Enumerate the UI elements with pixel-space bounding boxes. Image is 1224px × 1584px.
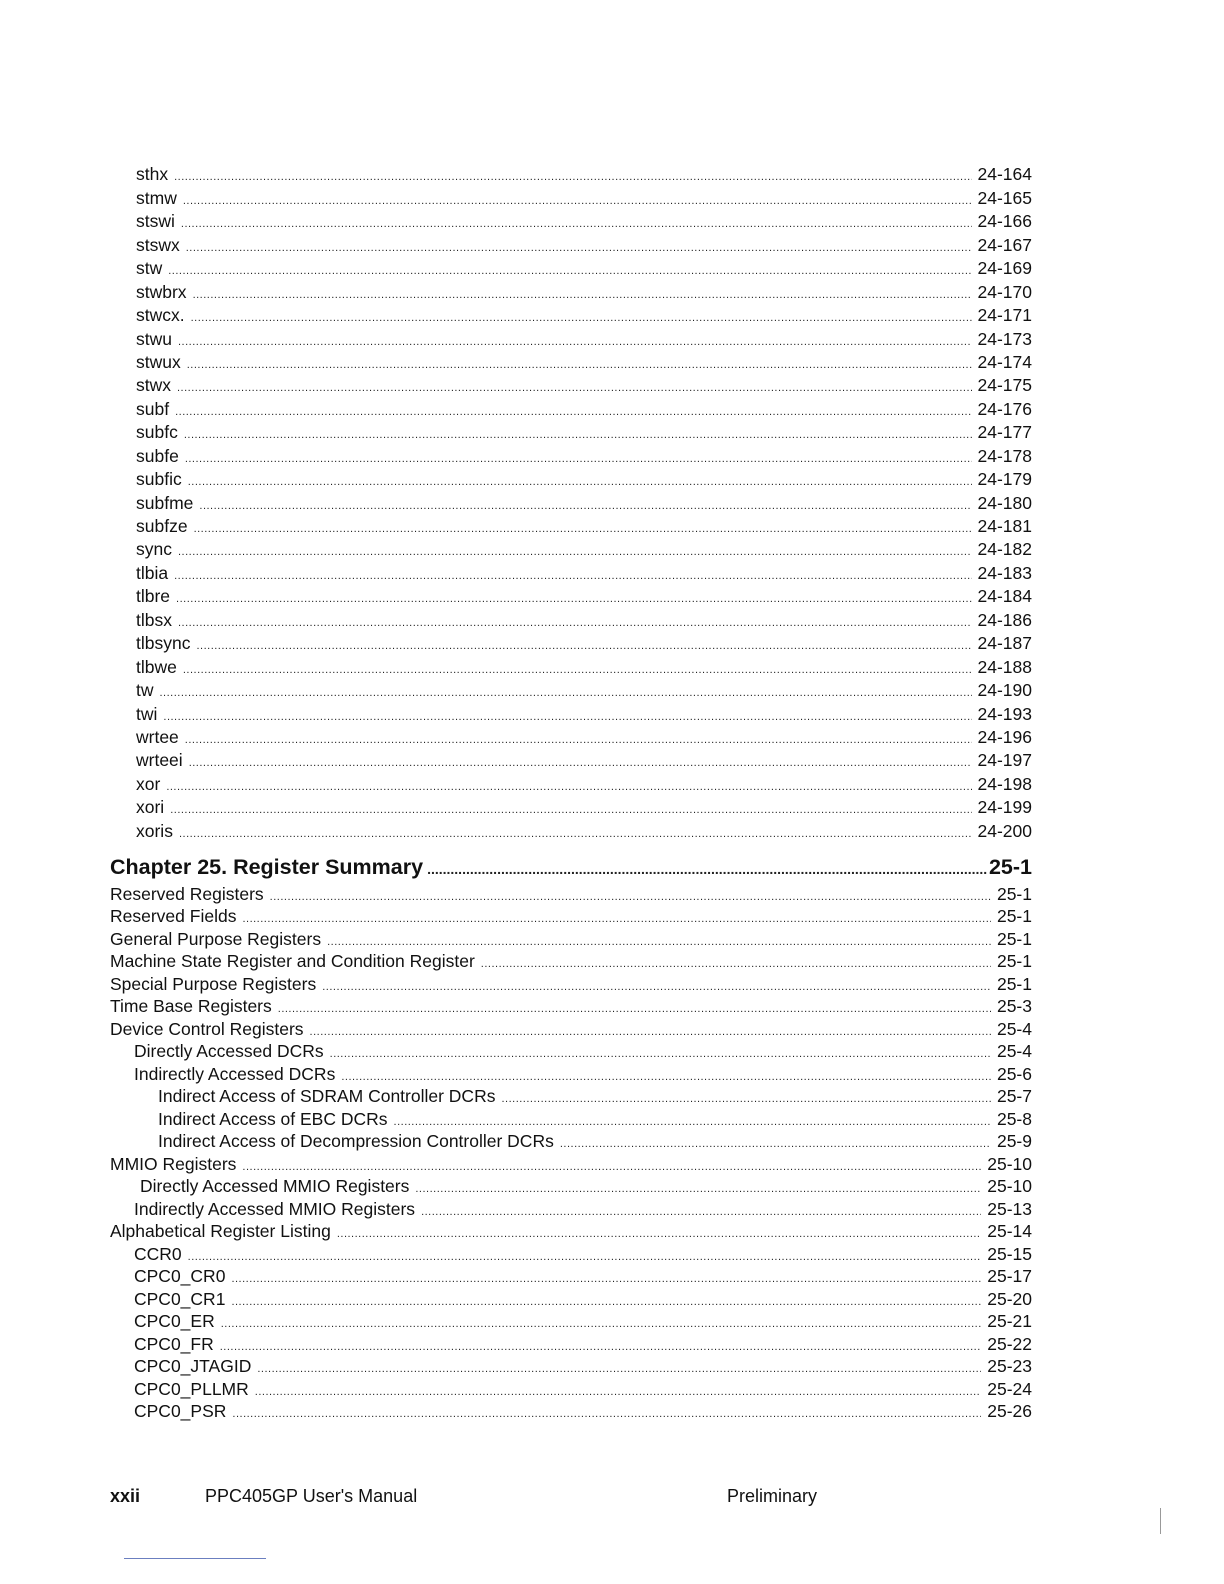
- dot-leader: [170, 797, 971, 818]
- toc-entry-instruction[interactable]: [110, 232, 1032, 255]
- toc-entry-page: 24-164: [977, 164, 1032, 185]
- dot-leader: [186, 235, 972, 256]
- toc-entry-instruction[interactable]: [110, 256, 1032, 279]
- toc-entry-section[interactable]: [110, 950, 1032, 973]
- toc-entry-label: tlbsx: [136, 609, 172, 630]
- toc-entry-label: CPC0_JTAGID: [134, 1356, 252, 1376]
- toc-entry-section[interactable]: [110, 1017, 1032, 1040]
- toc-entry-instruction[interactable]: [110, 818, 1032, 841]
- toc-entry-section[interactable]: [110, 1310, 1032, 1333]
- toc-entry-page: 25-15: [987, 1243, 1032, 1264]
- toc-entry-label: subfe: [136, 445, 179, 466]
- toc-entry-page: 24-188: [977, 656, 1032, 677]
- toc-entry-page: 25-1: [996, 883, 1032, 904]
- toc-entry-section[interactable]: [110, 1152, 1032, 1175]
- toc-entry-page: 25-17: [987, 1266, 1032, 1286]
- toc-entry-label: sync: [136, 539, 172, 560]
- toc-entry-label: Indirectly Accessed DCRs: [134, 1063, 336, 1084]
- dot-leader: [481, 951, 991, 972]
- toc-entry-section[interactable]: [110, 905, 1032, 928]
- toc-entry-page: 25-22: [987, 1333, 1032, 1354]
- dot-leader: [257, 1356, 981, 1377]
- dot-leader: [178, 539, 972, 560]
- toc-entry-label: Special Purpose Registers: [110, 973, 317, 994]
- toc-entry-page: 25-1: [996, 973, 1032, 994]
- toc-entry-page: 24-177: [977, 422, 1032, 443]
- toc-entry-page: 25-1: [996, 906, 1032, 926]
- toc-entry-label: Reserved Fields: [110, 906, 237, 926]
- toc-entry-label: CCR0: [134, 1243, 182, 1264]
- dot-leader: [188, 1244, 982, 1265]
- bottom-rule: [124, 1558, 266, 1559]
- dot-leader: [181, 211, 972, 232]
- toc-entry-instruction[interactable]: [110, 725, 1032, 748]
- instruction-toc-list: [110, 162, 1032, 842]
- toc-entry-label: stwx: [136, 375, 171, 396]
- dot-leader: [183, 188, 972, 209]
- toc-entry-section[interactable]: [110, 1265, 1032, 1288]
- dot-leader: [166, 774, 971, 795]
- dot-leader: [175, 399, 971, 420]
- toc-entry-page: 24-200: [977, 820, 1032, 841]
- toc-entry-page: 24-187: [977, 633, 1032, 654]
- toc-entry-label: tlbwe: [136, 656, 177, 677]
- dot-leader: [242, 1154, 981, 1175]
- toc-entry-section[interactable]: [110, 1242, 1032, 1265]
- dot-leader: [196, 633, 971, 654]
- dot-leader: [168, 258, 971, 279]
- dot-leader: [341, 1064, 991, 1085]
- toc-entry-label: Indirectly Accessed MMIO Registers: [134, 1198, 416, 1219]
- toc-entry-instruction[interactable]: [110, 443, 1032, 466]
- dot-leader: [415, 1176, 981, 1197]
- toc-entry-page: 24-179: [977, 469, 1032, 490]
- toc-entry-label: CPC0_PLLMR: [134, 1378, 249, 1399]
- toc-entry-instruction[interactable]: [110, 795, 1032, 818]
- dot-leader: [185, 446, 972, 467]
- toc-entry-label: CPC0_FR: [134, 1333, 214, 1354]
- toc-entry-label: subfze: [136, 516, 188, 536]
- dot-leader: [322, 974, 991, 995]
- dot-leader: [231, 1289, 981, 1310]
- toc-entry-page: 25-10: [987, 1153, 1032, 1174]
- toc-entry-page: 25-13: [987, 1198, 1032, 1219]
- toc-entry-instruction[interactable]: [110, 678, 1032, 701]
- toc-entry-label: Alphabetical Register Listing: [110, 1221, 331, 1241]
- toc-entry-label: stwbrx: [136, 281, 187, 302]
- toc-entry-instruction[interactable]: [110, 514, 1032, 537]
- toc-entry-instruction[interactable]: [110, 748, 1032, 771]
- toc-entry-page: 24-197: [977, 750, 1032, 771]
- toc-entry-section[interactable]: [110, 1040, 1032, 1063]
- toc-entry-instruction[interactable]: [110, 467, 1032, 490]
- toc-entry-section[interactable]: [110, 1355, 1032, 1378]
- dot-leader: [199, 493, 971, 514]
- toc-entry-label: stwcx.: [136, 305, 185, 326]
- toc-entry-label: tw: [136, 680, 154, 701]
- dot-leader: [178, 610, 972, 631]
- toc-entry-label: stswi: [136, 211, 175, 232]
- toc-entry-page: 24-176: [977, 398, 1032, 419]
- dot-leader: [255, 1379, 981, 1400]
- toc-entry-instruction[interactable]: [110, 771, 1032, 794]
- dot-leader: [189, 750, 972, 771]
- chapter-25-toc: [110, 846, 1032, 1422]
- toc-entry-instruction[interactable]: [110, 373, 1032, 396]
- dot-leader: [183, 657, 972, 678]
- dot-leader: [174, 563, 971, 584]
- toc-entry-label: subfc: [136, 422, 178, 443]
- toc-entry-section[interactable]: [110, 1220, 1032, 1243]
- toc-entry-page: 25-24: [987, 1378, 1032, 1399]
- toc-entry-instruction[interactable]: [110, 396, 1032, 419]
- toc-entry-label: stmw: [136, 187, 177, 208]
- dot-leader: [232, 1401, 981, 1422]
- toc-entry-page: 24-166: [977, 211, 1032, 232]
- toc-entry-section[interactable]: [110, 1197, 1032, 1220]
- toc-entry-instruction[interactable]: [110, 631, 1032, 654]
- toc-entry-page: 25-8: [996, 1108, 1032, 1129]
- dot-leader: [270, 884, 991, 905]
- toc-entry-instruction[interactable]: [110, 185, 1032, 208]
- toc-entry-label: stswx: [136, 234, 180, 255]
- toc-entry-label: CPC0_CR0: [134, 1266, 226, 1286]
- toc-entry-page: 24-196: [977, 726, 1032, 747]
- dot-leader: [179, 821, 972, 842]
- dot-leader: [231, 1266, 981, 1287]
- dot-leader: [193, 282, 972, 303]
- toc-entry-page: 25-9: [996, 1131, 1032, 1151]
- footer-manual-title: PPC405GP User's Manual: [205, 1486, 418, 1506]
- toc-entry-page: 24-170: [977, 281, 1032, 302]
- toc-entry-label: Indirect Access of SDRAM Controller DCRs: [158, 1086, 496, 1106]
- toc-entry-page: 24-198: [977, 773, 1032, 794]
- toc-entry-instruction[interactable]: [110, 303, 1032, 326]
- dot-leader: [394, 1109, 991, 1130]
- toc-entry-page: 25-4: [996, 1018, 1032, 1039]
- toc-entry-label: Indirect Access of EBC DCRs: [158, 1108, 388, 1129]
- dot-leader: [194, 516, 972, 537]
- chapter-heading[interactable]: [110, 846, 1032, 880]
- toc-entry-page: 25-26: [987, 1401, 1032, 1421]
- toc-entry-section[interactable]: [110, 995, 1032, 1018]
- toc-entry-section[interactable]: [110, 1332, 1032, 1355]
- toc-entry-section[interactable]: [110, 1062, 1032, 1085]
- dot-leader: [188, 469, 972, 490]
- toc-entry-page: 24-169: [977, 258, 1032, 279]
- toc-entry-section[interactable]: [110, 1175, 1032, 1198]
- toc-entry-label: stwu: [136, 328, 172, 349]
- toc-entry-label: stw: [136, 258, 163, 279]
- toc-entry-page: 25-6: [996, 1063, 1032, 1084]
- toc-entry-label: sthx: [136, 164, 169, 185]
- toc-entry-label: General Purpose Registers: [110, 928, 322, 949]
- toc-entry-page: 25-21: [987, 1311, 1032, 1331]
- toc-entry-page: 24-175: [977, 375, 1032, 396]
- chapter-entry-list: [110, 882, 1032, 1422]
- toc-entry-instruction[interactable]: [110, 279, 1032, 302]
- toc-entry-label: tlbre: [136, 586, 171, 607]
- toc-entry-page: 24-184: [977, 586, 1032, 607]
- chapter-title: Chapter 25. Register Summary: [110, 855, 424, 879]
- toc-entry-section[interactable]: [110, 1377, 1032, 1400]
- dot-leader: [310, 1019, 991, 1040]
- dot-leader: [178, 329, 972, 350]
- dot-leader: [221, 1311, 982, 1332]
- dot-leader: [337, 1221, 981, 1242]
- chapter-page: 25-1: [988, 855, 1032, 879]
- toc-entry-page: 25-14: [987, 1221, 1032, 1241]
- toc-entry-instruction[interactable]: [110, 584, 1032, 607]
- toc-entry-label: xor: [136, 773, 161, 794]
- toc-entry-section[interactable]: [110, 1287, 1032, 1310]
- toc-entry-instruction[interactable]: [110, 701, 1032, 724]
- toc-entry-label: tlbia: [136, 562, 169, 583]
- toc-entry-page: 25-4: [996, 1041, 1032, 1061]
- toc-entry-label: CPC0_ER: [134, 1311, 215, 1331]
- dot-leader: [220, 1334, 981, 1355]
- dot-leader: [184, 422, 972, 443]
- toc-entry-page: 25-7: [996, 1086, 1032, 1106]
- toc-entry-label: wrtee: [136, 726, 179, 747]
- toc-entry-instruction[interactable]: [110, 560, 1032, 583]
- toc-entry-section[interactable]: [110, 1107, 1032, 1130]
- toc-entry-label: wrteei: [136, 750, 183, 771]
- toc-entry-page: 25-1: [996, 928, 1032, 949]
- toc-entry-page: 24-199: [977, 797, 1032, 818]
- toc-entry-page: 24-167: [977, 234, 1032, 255]
- toc-entry-page: 24-190: [977, 680, 1032, 701]
- toc-entry-label: stwux: [136, 351, 181, 372]
- toc-entry-instruction[interactable]: [110, 490, 1032, 513]
- toc-entry-page: 25-1: [996, 951, 1032, 971]
- toc-entry-instruction[interactable]: [110, 209, 1032, 232]
- toc-entry-page: 24-183: [977, 562, 1032, 583]
- dot-leader: [177, 375, 972, 396]
- toc-entry-label: Time Base Registers: [110, 996, 272, 1016]
- dot-leader: [327, 929, 991, 950]
- dot-leader: [330, 1041, 991, 1062]
- dot-leader: [191, 305, 972, 326]
- dot-leader: [160, 680, 972, 701]
- toc-entry-page: 24-186: [977, 609, 1032, 630]
- dot-leader: [174, 164, 971, 185]
- toc-entry-section[interactable]: [110, 1085, 1032, 1108]
- toc-entry-label: subf: [136, 398, 170, 419]
- toc-entry-page: 25-23: [987, 1356, 1032, 1376]
- toc-entry-page: 25-3: [996, 996, 1032, 1016]
- toc-entry-page: 24-182: [977, 539, 1032, 560]
- toc-entry-page: 25-20: [987, 1288, 1032, 1309]
- toc-entry-section[interactable]: [110, 882, 1032, 905]
- dot-leader: [185, 727, 972, 748]
- dot-leader: [163, 704, 971, 725]
- toc-entry-label: tlbsync: [136, 633, 191, 654]
- toc-entry-label: Machine State Register and Condition Register: [110, 951, 475, 971]
- toc-entry-instruction[interactable]: [110, 326, 1032, 349]
- toc-entry-page: 24-171: [977, 305, 1032, 326]
- toc-entry-section[interactable]: [110, 972, 1032, 995]
- toc-entry-section[interactable]: [110, 1130, 1032, 1153]
- toc-entry-label: subfme: [136, 492, 194, 513]
- toc-entry-label: twi: [136, 703, 158, 724]
- toc-entry-page: 24-180: [977, 492, 1032, 513]
- toc-entry-label: CPC0_PSR: [134, 1401, 227, 1421]
- toc-entry-label: xoris: [136, 820, 173, 841]
- toc-entry-label: Reserved Registers: [110, 883, 264, 904]
- toc-entry-instruction[interactable]: [110, 654, 1032, 677]
- toc-entry-section[interactable]: [110, 927, 1032, 950]
- toc-entry-page: 24-174: [977, 351, 1032, 372]
- toc-entry-page: 24-165: [977, 187, 1032, 208]
- toc-entry-label: subfic: [136, 469, 182, 490]
- toc-entry-instruction[interactable]: [110, 350, 1032, 373]
- toc-entry-label: MMIO Registers: [110, 1153, 237, 1174]
- dot-leader: [278, 996, 991, 1017]
- dot-leader: [427, 855, 987, 880]
- dot-leader: [187, 352, 972, 373]
- toc-entry-instruction[interactable]: [110, 420, 1032, 443]
- dot-leader: [421, 1199, 981, 1220]
- dot-leader: [501, 1086, 991, 1107]
- toc-entry-page: 24-173: [977, 328, 1032, 349]
- toc-entry-label: Directly Accessed DCRs: [134, 1041, 324, 1061]
- footer-status: Preliminary: [727, 1486, 818, 1506]
- toc-entry-label: Device Control Registers: [110, 1018, 304, 1039]
- footer-page-number: xxii: [110, 1486, 141, 1506]
- toc-entry-instruction[interactable]: [110, 162, 1032, 185]
- toc-entry-page: 24-193: [977, 703, 1032, 724]
- toc-entry-page: 24-178: [977, 445, 1032, 466]
- toc-entry-section[interactable]: [110, 1400, 1032, 1423]
- toc-entry-label: Indirect Access of Decompression Controller DCRs: [158, 1131, 554, 1151]
- toc-entry-instruction[interactable]: [110, 537, 1032, 560]
- toc-entry-page: 24-181: [977, 516, 1032, 536]
- dot-leader: [176, 586, 971, 607]
- toc-entry-instruction[interactable]: [110, 607, 1032, 630]
- toc-entry-label: CPC0_CR1: [134, 1288, 226, 1309]
- toc-entry-label: Directly Accessed MMIO Registers: [140, 1176, 410, 1196]
- scan-edge-mark: [1160, 1508, 1161, 1534]
- dot-leader: [560, 1131, 991, 1152]
- toc-entry-page: 25-10: [987, 1176, 1032, 1196]
- toc-entry-label: xori: [136, 797, 165, 818]
- dot-leader: [242, 906, 991, 927]
